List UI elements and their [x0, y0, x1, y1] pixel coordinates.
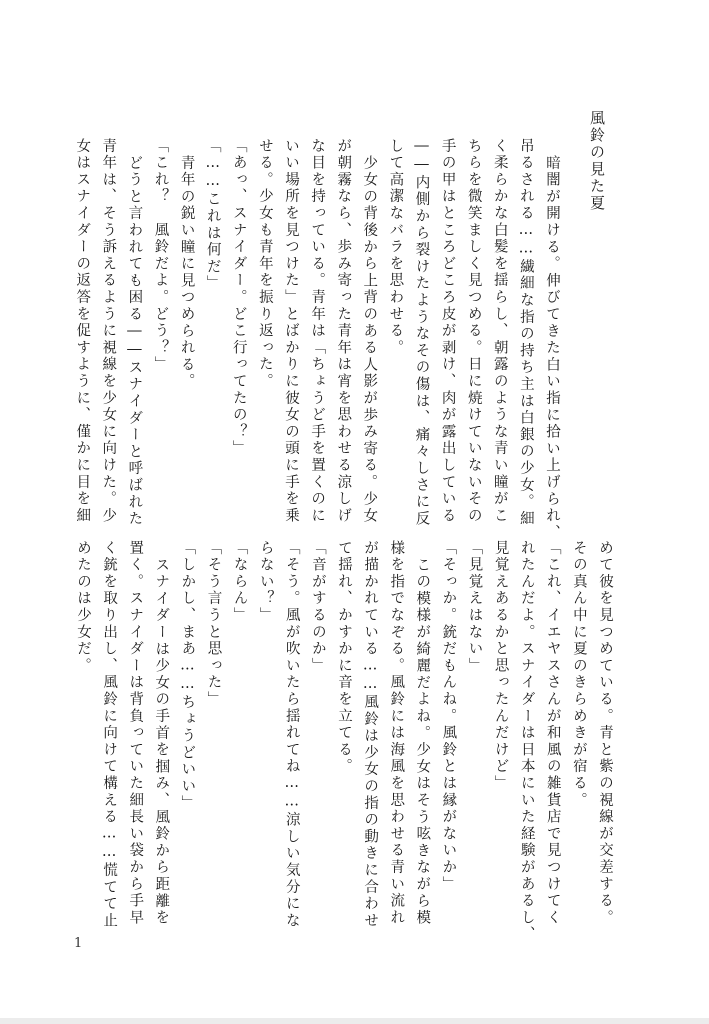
text-line: 「しかし、まあ……ちょうどいい」	[179, 540, 196, 812]
text-line: 「そう言うと思った」	[205, 540, 222, 708]
text-line: スナイダーは少女の手首を掴み、風鈴から距離を	[153, 557, 170, 927]
text-line: れたんだよ。スナイダーは日本にいた経験があるし、	[518, 540, 535, 944]
text-line: 「ならん」	[231, 540, 248, 624]
text-line: ――内側から裂けたようなその傷は、痛々しさに反	[413, 138, 430, 528]
text-line: この模様が綺麗だよね。少女はそう呟きながら模	[414, 557, 431, 927]
text-line: く銃を取り出し、風鈴に向けて構える……慌てて止	[101, 540, 118, 930]
text-line: 「あっ、スナイダー。どこ行ってたの？」	[230, 138, 247, 458]
text-line: 「これ？ 風鈴だよ。どう？」	[152, 138, 169, 374]
text-line: 「そう。風が吹いたら揺れてね……涼しい気分にな	[283, 540, 300, 930]
page-number: 1	[74, 936, 83, 951]
text-line: 「見覚えはない」	[466, 540, 483, 675]
text-line: 様を指でなぞる。風鈴には海風を思わせる青い流れ	[388, 540, 405, 927]
text-line: 「これ、イエヤスさんが和風の雑貨店で見つけてく	[544, 540, 561, 927]
text-line: せる。少女も青年を振り返った。	[256, 138, 273, 390]
text-line: が描かれている……風鈴は少女の指の動きに合わせ	[362, 540, 379, 930]
text-line: どうと言われても困る――スナイダーと呼ばれた	[126, 155, 143, 528]
text-line: 手の甲はところどころ皮が剥け、肉が露出している	[439, 138, 456, 525]
text-line: 「音がするのか」	[309, 540, 326, 675]
text-line: が朝霧なら、歩み寄った青年は宵を思わせる涼しげ	[335, 138, 352, 525]
text-line: いい場所を見つけた」とばかりに彼女の頭に手を乗	[283, 138, 299, 525]
text-line: 暗闇が開ける。伸びてきた白い指に拾い上げられ、	[544, 155, 560, 542]
page-title: 風鈴の見た夏	[588, 110, 606, 212]
text-line: その真ん中に夏のきらめきが宿る。	[570, 540, 587, 809]
text-line: 「そっか。銃だもんね。風鈴とは縁がないか」	[440, 540, 457, 893]
text-line: 青年は、そう訴えるように視線を少女に向けた。少	[100, 138, 117, 525]
text-line: 吊るされる……繊細な指の持ち主は白銀の少女。細	[517, 138, 534, 528]
text-line: 「……これは何だ」	[204, 138, 221, 293]
text-line: ちらを微笑ましく見つめる。日に焼けていないその	[465, 138, 482, 525]
text-line: て揺れ、かすかに音を立てる。	[336, 540, 352, 776]
text-line: めたのは少女だ。	[75, 540, 91, 675]
text-line: して高潔なバラを思わせる。	[387, 138, 404, 357]
text-line: 少女の背後から上背のある人影が歩み寄る。少女	[361, 155, 378, 525]
text-line: な目を持っている。青年は「ちょうど手を置くのに	[309, 138, 326, 525]
text-line: 置く。スナイダーは背負っていた細長い袋から手早	[127, 540, 144, 927]
text-line: く柔らかな白髪を揺らし、朝露のような青い瞳がこ	[491, 138, 508, 525]
text-line: 見覚えあるかと思ったんだけど」	[492, 540, 509, 792]
text-line: 女はスナイダーの返答を促すように、僅かに目を細	[74, 138, 91, 525]
text-line: 青年の鋭い瞳に見つめられる。	[178, 155, 195, 391]
bottom-strip	[0, 1018, 709, 1024]
text-line: めて彼を見つめている。青と紫の視線が交差する。	[597, 540, 613, 927]
text-line: らない？」	[257, 540, 274, 624]
